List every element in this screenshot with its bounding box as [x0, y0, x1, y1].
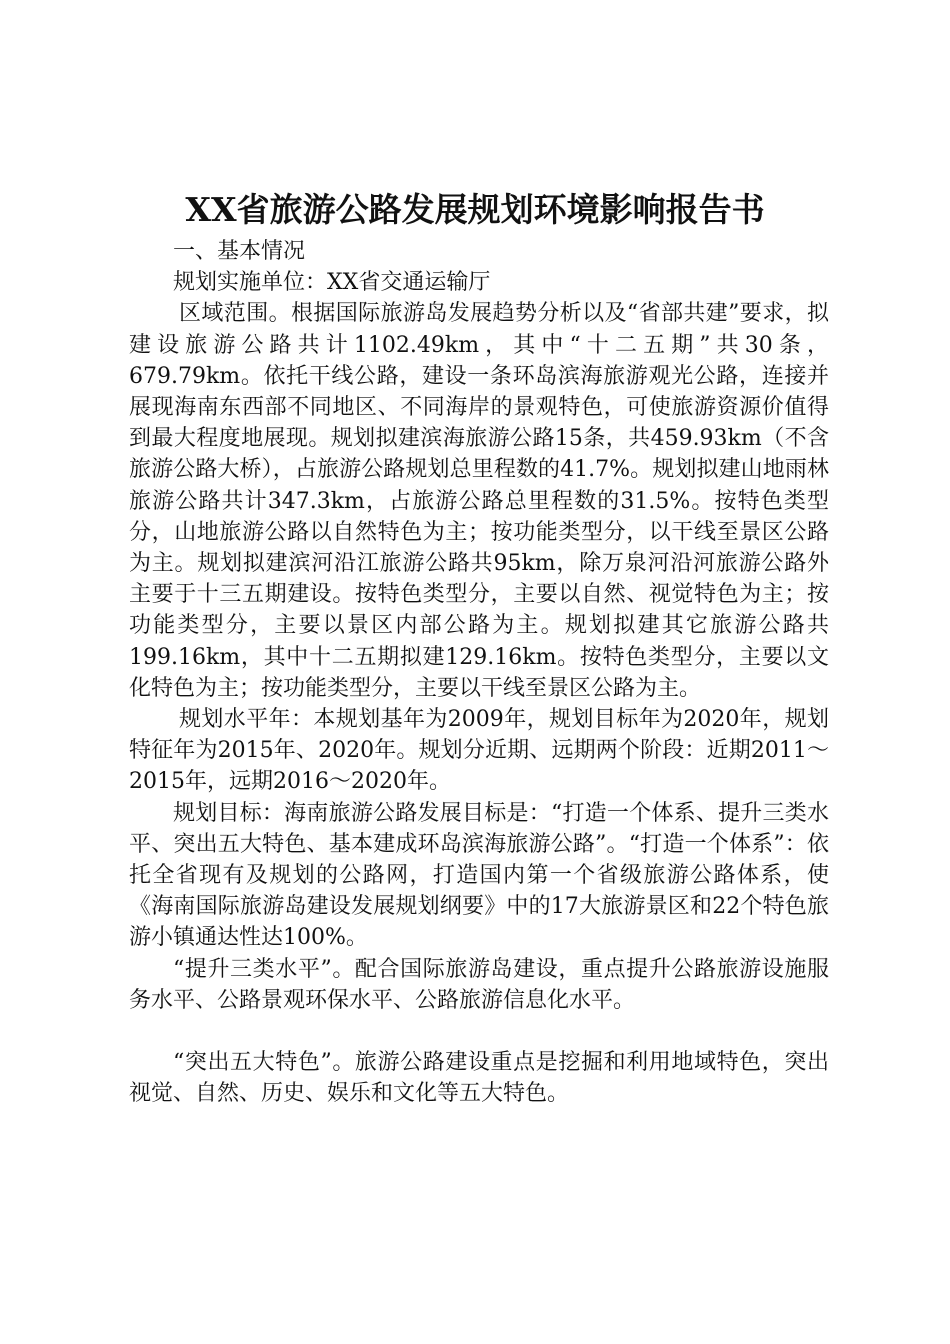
section-heading-basic-info: 一、基本情况: [173, 239, 306, 264]
paragraph-planning-goals: 规划目标：海南旅游公路发展目标是：“打造一个体系、提升三类水平、突出五大特色、基本建成环岛滨海旅游公路”。“打造一个体系”：依托全省现有及规划的公路网，打造国内第一个省级旅游公路体系，使《海南国际旅游岛建设发展规划纲要》中的17大旅游景区和22个特色旅游小镇通达性达100%。: [129, 800, 829, 951]
document-title: XX省旅游公路发展规划环境影响报告书: [185, 190, 765, 229]
paragraph-regional-scope: 区域范围。根据国际旅游岛发展趋势分析以及“省部共建”要求，拟建设旅游公路共计1102.49km，其中“十二五期”共30条，679.79km。依托干线公路，建设一条环岛滨海旅游观光公路，连接并展现海南东西部不同地区、不同海岸的景观特色，可使旅游资源价值得到最大程度地展现。规划拟建滨海旅游公路15条，共459.93km（不含旅游公路大桥），占旅游公路规划总里程数的41.7%。规划拟建山地雨林旅游公路共计347.3km，占旅游公路总里程数的31.5%。按特色类型分，山地旅游公路以自然特色为主；按功能类型分，以干线至景区公路为主。规划拟建滨河沿江旅游公路共95km，除万泉河沿河旅游公路外主要于十三五期建设。按特色类型分，主要以自然、视觉特色为主；按功能类型分，主要以景区内部公路为主。规划拟建其它旅游公路共199.16km，其中十二五期拟建129.16km。按特色类型分，主要以文化特色为主；按功能类型分，主要以干线至景区公路为主。: [129, 301, 829, 701]
paragraph-implementing-unit: 规划实施单位：XX省交通运输厅: [173, 270, 491, 296]
paragraph-planning-years: 规划水平年：本规划基年为2009年，规划目标年为2020年，规划特征年为2015年、2020年。规划分近期、远期两个阶段：近期2011～2015年，远期2016～2020年。: [129, 707, 829, 795]
document-body: [129, 236, 829, 1109]
paragraph-five-features: “突出五大特色”。旅游公路建设重点是挖掘和利用地域特色，突出视觉、自然、历史、娱乐和文化等五大特色。: [129, 1050, 829, 1107]
paragraph-three-levels: “提升三类水平”。配合国际旅游岛建设，重点提升公路旅游设施服务水平、公路景观环保水平、公路旅游信息化水平。: [129, 956, 829, 1013]
